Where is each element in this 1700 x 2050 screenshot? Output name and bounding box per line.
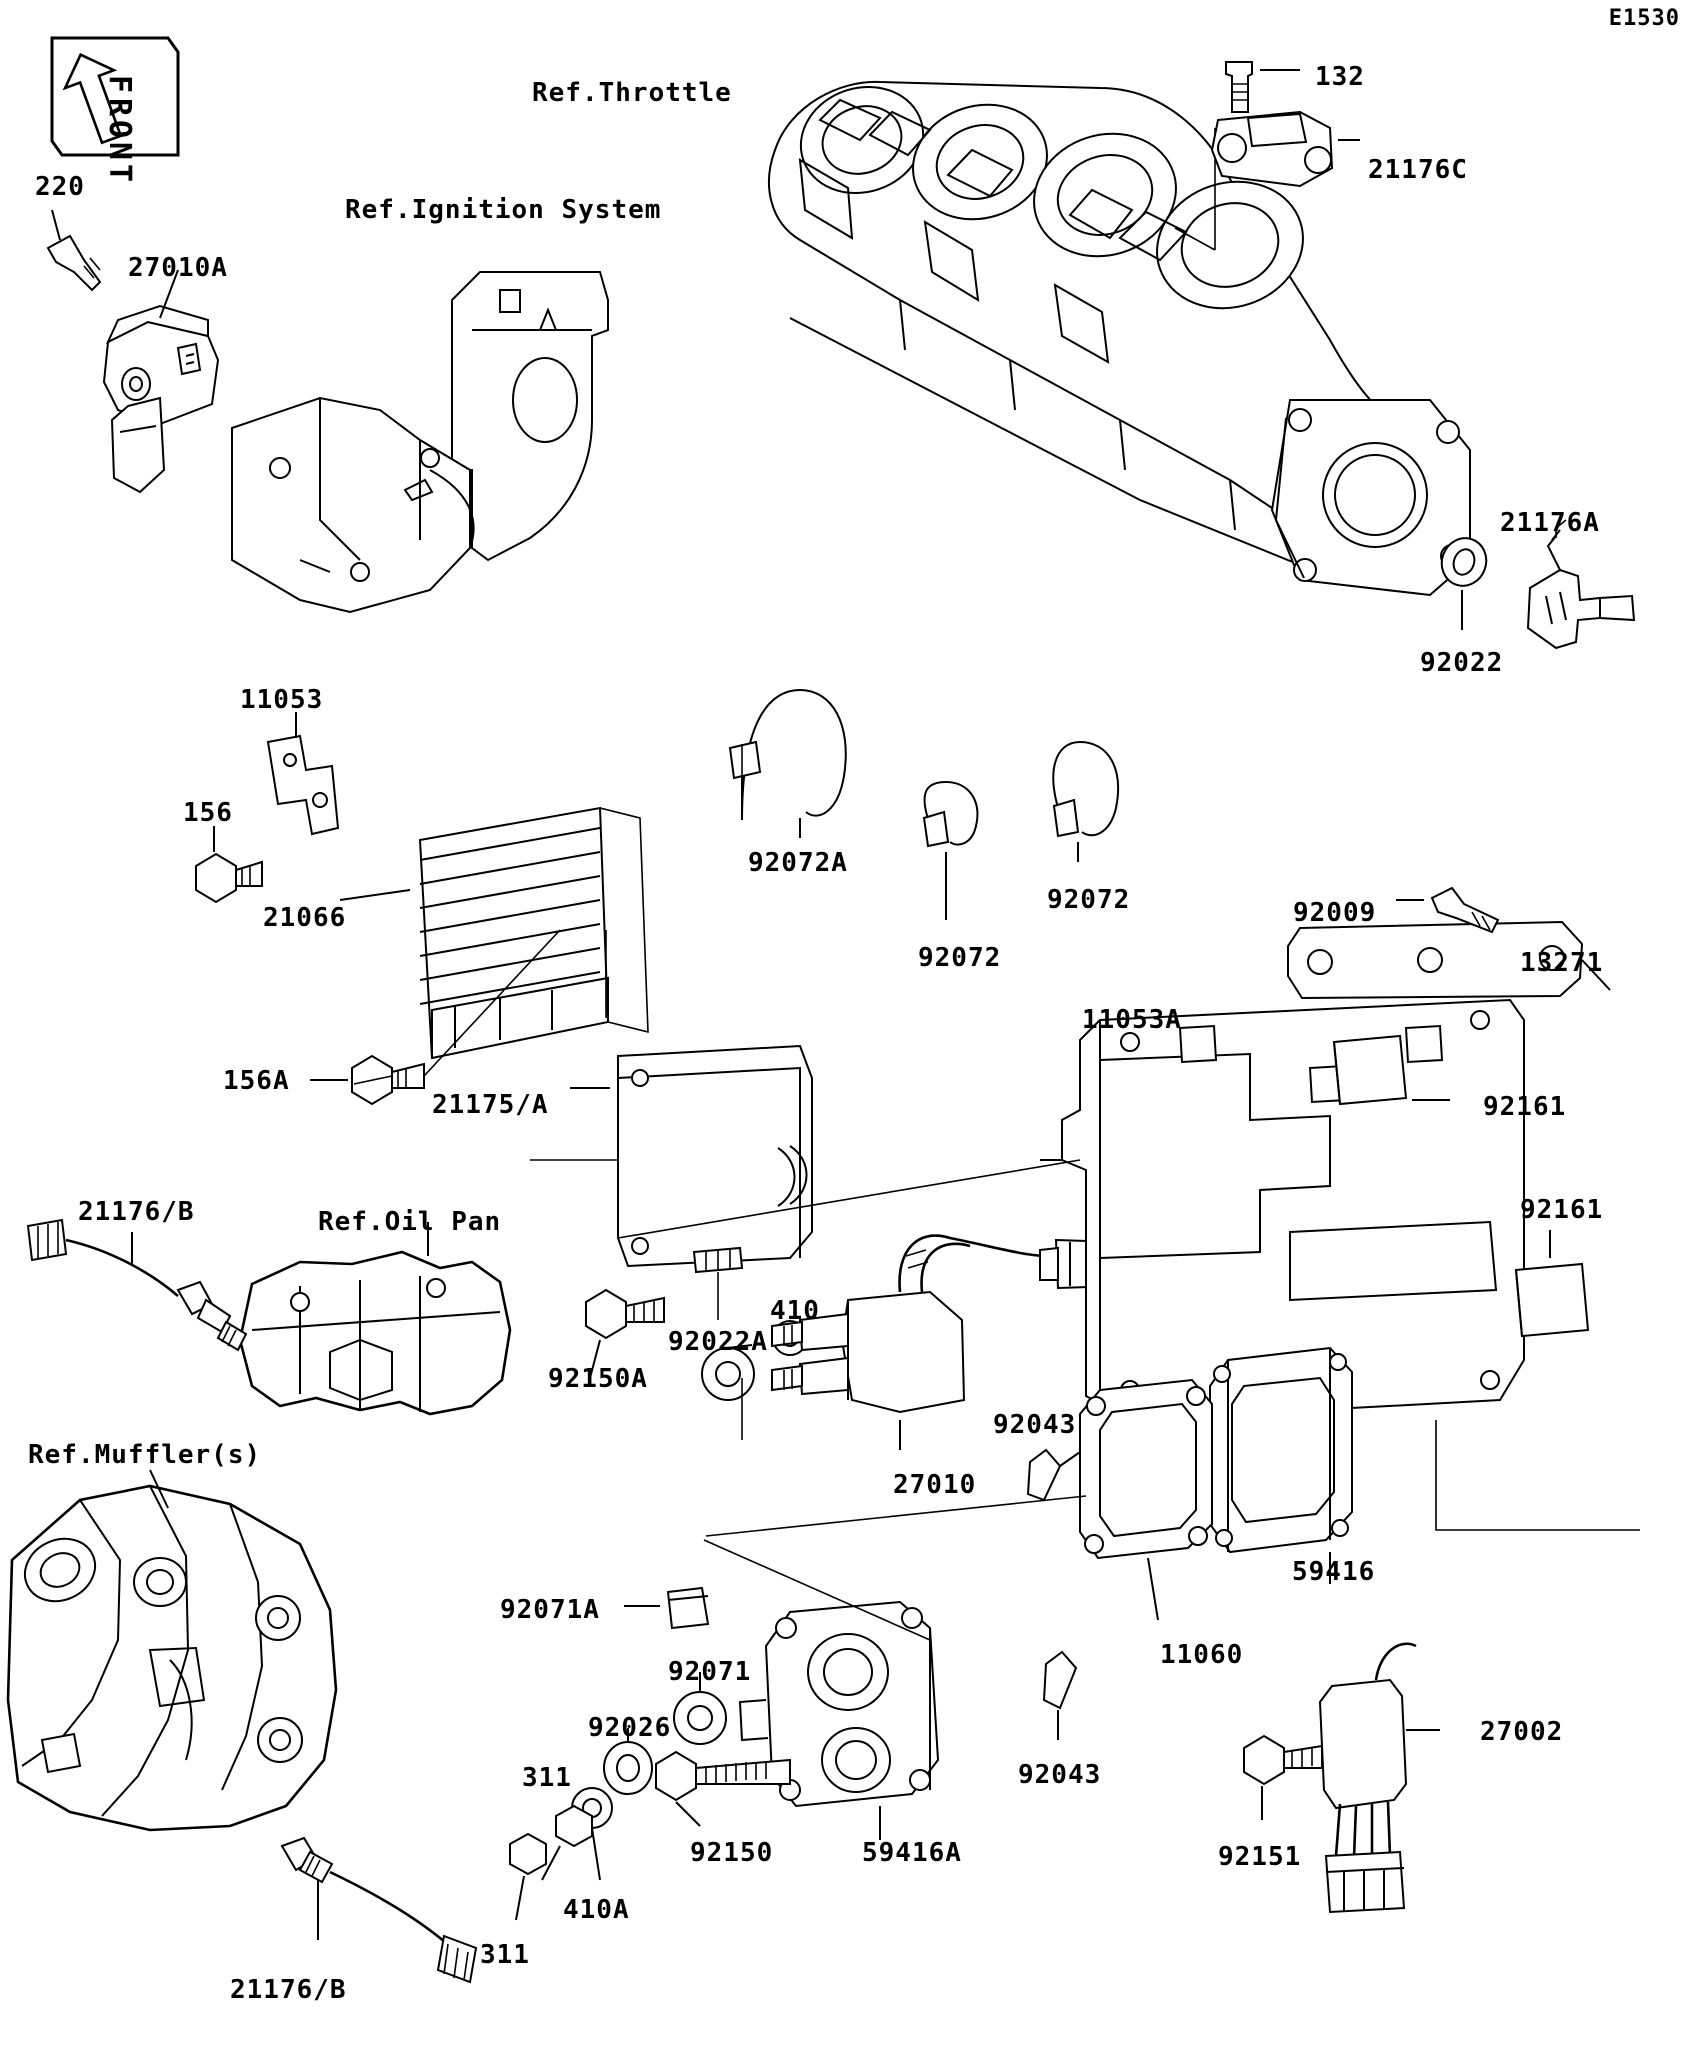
callout-21175A: 21175/A bbox=[432, 1090, 549, 1120]
svg-text:F: F bbox=[102, 75, 137, 94]
ecu-21175A bbox=[530, 1046, 812, 1320]
callout-132: 132 bbox=[1315, 62, 1365, 92]
bracket-11053 bbox=[268, 712, 338, 834]
callout-92161-lower: 92161 bbox=[1520, 1195, 1604, 1225]
svg-text:O: O bbox=[102, 120, 137, 139]
callout-11060: 11060 bbox=[1160, 1640, 1244, 1670]
pin-92043-upper bbox=[1028, 1450, 1080, 1500]
callout-27010: 27010 bbox=[893, 1470, 977, 1500]
clamp-92072-right bbox=[1053, 742, 1118, 862]
label-ref-ignition-system: Ref.Ignition System bbox=[345, 195, 662, 225]
gasket-11060 bbox=[1080, 1380, 1212, 1620]
callout-21176B-lower: 21176/B bbox=[230, 1975, 347, 2005]
screw-220 bbox=[48, 210, 100, 290]
callout-220: 220 bbox=[35, 172, 85, 202]
ref-oil-pan-art bbox=[240, 1222, 510, 1414]
callout-92043-lower: 92043 bbox=[1018, 1760, 1102, 1790]
callout-92043-upper: 92043 bbox=[993, 1410, 1077, 1440]
sensor-21176B-upper bbox=[28, 1220, 246, 1350]
callout-311-upper: 311 bbox=[522, 1763, 572, 1793]
callout-21176C: 21176C bbox=[1368, 155, 1468, 185]
label-ref-throttle: Ref.Throttle bbox=[532, 78, 732, 108]
callout-21066: 21066 bbox=[263, 903, 347, 933]
damper-92161-lower bbox=[1516, 1230, 1588, 1336]
bolt-92151 bbox=[1244, 1736, 1322, 1820]
callout-27002: 27002 bbox=[1480, 1717, 1564, 1747]
sensor-21176A bbox=[1528, 520, 1634, 648]
callout-92072-right: 92072 bbox=[1047, 885, 1131, 915]
switch-27010A bbox=[104, 270, 218, 492]
callout-92161-upper: 92161 bbox=[1483, 1092, 1567, 1122]
callout-92072-mid: 92072 bbox=[918, 943, 1002, 973]
callout-92150: 92150 bbox=[690, 1838, 774, 1868]
callout-27010A: 27010A bbox=[128, 253, 228, 283]
callout-11053A: 11053A bbox=[1082, 1005, 1182, 1035]
callout-92071: 92071 bbox=[668, 1657, 752, 1687]
callout-92022A: 92022A bbox=[668, 1327, 768, 1357]
bolt-132 bbox=[1226, 62, 1300, 112]
callout-92009: 92009 bbox=[1293, 898, 1377, 928]
front-arrow-marker bbox=[52, 38, 178, 182]
bolt-156 bbox=[196, 826, 262, 902]
sheet-code: E1530 bbox=[1608, 6, 1680, 31]
label-ref-oil-pan: Ref.Oil Pan bbox=[318, 1207, 502, 1237]
callout-92150A: 92150A bbox=[548, 1364, 648, 1394]
callout-21176A: 21176A bbox=[1500, 508, 1600, 538]
callout-59416A: 59416A bbox=[862, 1838, 962, 1868]
callout-410: 410 bbox=[770, 1296, 820, 1326]
svg-text:R: R bbox=[102, 98, 137, 117]
rubber-92071A bbox=[624, 1588, 708, 1628]
callout-156: 156 bbox=[183, 798, 233, 828]
ignition-bracket bbox=[232, 272, 608, 612]
svg-text:T: T bbox=[102, 164, 137, 183]
label-ref-mufflers: Ref.Muffler(s) bbox=[28, 1440, 262, 1470]
sensor-21176C bbox=[1212, 112, 1360, 186]
callout-311-lower: 311 bbox=[480, 1940, 530, 1970]
relay-27002 bbox=[1320, 1644, 1440, 1912]
callout-92072A: 92072A bbox=[748, 848, 848, 878]
housing-59416A bbox=[740, 1602, 938, 1840]
coupling-59416 bbox=[1210, 1348, 1352, 1584]
ref-muffler-art bbox=[8, 1470, 336, 1830]
pin-92043-lower bbox=[1044, 1652, 1076, 1740]
clamp-92072-mid bbox=[924, 782, 977, 920]
callout-92026: 92026 bbox=[588, 1713, 672, 1743]
sensor-21176B-lower bbox=[282, 1838, 476, 1982]
callout-21176B-upper: 21176/B bbox=[78, 1197, 195, 1227]
bolt-92150 bbox=[656, 1752, 790, 1826]
clamp-92072A bbox=[730, 690, 846, 838]
svg-text:N: N bbox=[102, 142, 137, 161]
callout-92022: 92022 bbox=[1420, 648, 1504, 678]
callout-92151: 92151 bbox=[1218, 1842, 1302, 1872]
callout-59416: 59416 bbox=[1292, 1557, 1376, 1587]
callout-410A: 410A bbox=[563, 1895, 630, 1925]
intake-manifold-assembly bbox=[769, 71, 1470, 595]
callout-11053: 11053 bbox=[240, 685, 324, 715]
callout-92071A: 92071A bbox=[500, 1595, 600, 1625]
callout-156A: 156A bbox=[223, 1066, 290, 1096]
regulator-21066 bbox=[340, 808, 648, 1058]
callout-13271: 13271 bbox=[1520, 948, 1604, 978]
